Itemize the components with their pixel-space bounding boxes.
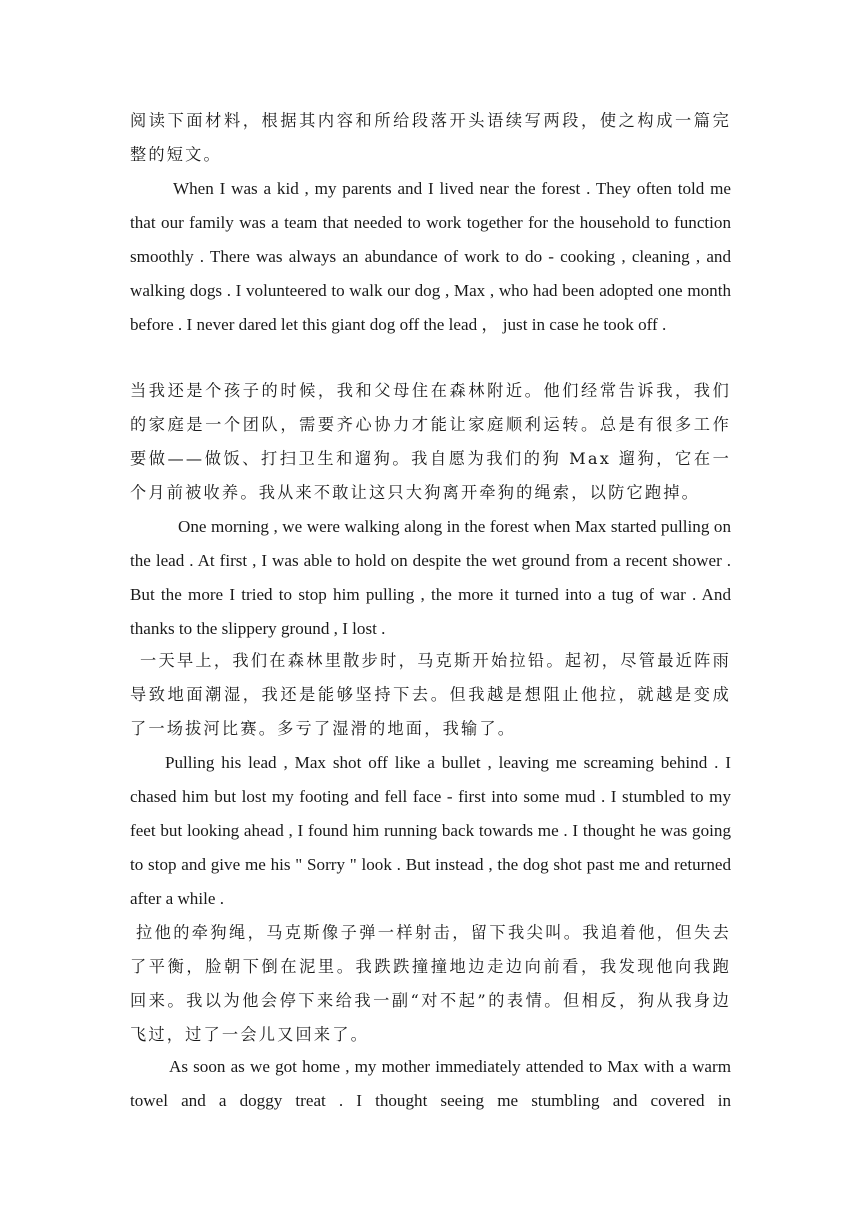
paragraph-1-chinese: 当我还是个孩子的时候，我和父母住在森林附近。他们经常告诉我，我们的家庭是一个团队，需要齐心协力才能让家庭顺利运转。总是有很多工作要做——做饭、打扫卫生和遛狗。我自愿为我们的狗 Max 遛狗，它在一个月前被收养。我从来不敢让这只大狗离开牵狗的绳索，以防它跑掉。 xyxy=(130,381,731,502)
paragraph-1-english: When I was a kid , my parents and I lived near the forest . They often told me that our family was a team that needed to work together for the household to function smoothly . There was always an abundance of work to do - cooking , cleaning , and walking dogs . I volunteered to walk our dog , Max , who had been adopted one month before . I never dared let this giant dog off the lead ， just in case he took off . xyxy=(130,179,731,334)
paragraph-2-chinese: 一天早上，我们在森林里散步时，马克斯开始拉铅。起初，尽管最近阵雨导致地面潮湿，我还是能够坚持下去。但我越是想阻止他拉，就越是变成了一场拔河比赛。多亏了湿滑的地面，我输了。 xyxy=(130,651,731,738)
paragraph-4-english: As soon as we got home , my mother immediately attended to Max with a warm towel and a doggy treat . I thought seeing me stumbling and covered in xyxy=(130,1057,731,1110)
paragraph-3-english: Pulling his lead , Max shot off like a bullet , leaving me screaming behind . I chased him but lost my footing and fell face - first into some mud . I stumbled to my feet but looking ahead , I found him running back towards me . I thought he was going to stop and give me his " Sorry " look . But instead , the dog shot past me and returned after a while . xyxy=(130,753,731,908)
instruction-text: 阅读下面材料，根据其内容和所给段落开头语续写两段，使之构成一篇完整的短文。 xyxy=(130,111,731,164)
paragraph-3-chinese: 拉他的牵狗绳，马克斯像子弹一样射击，留下我尖叫。我追着他，但失去了平衡，脸朝下倒在泥里。我跌跌撞撞地边走边向前看，我发现他向我跑回来。我以为他会停下来给我一副“对不起”的表情。但相反，狗从我身边飞过，过了一会儿又回来了。 xyxy=(130,923,731,1044)
paragraph-2-english: One morning , we were walking along in the forest when Max started pulling on the lead . At first , I was able to hold on despite the wet ground from a recent shower . But the more I tried to stop him pulling , the more it turned into a tug of war . And thanks to the slippery ground , I lost . xyxy=(130,517,731,638)
